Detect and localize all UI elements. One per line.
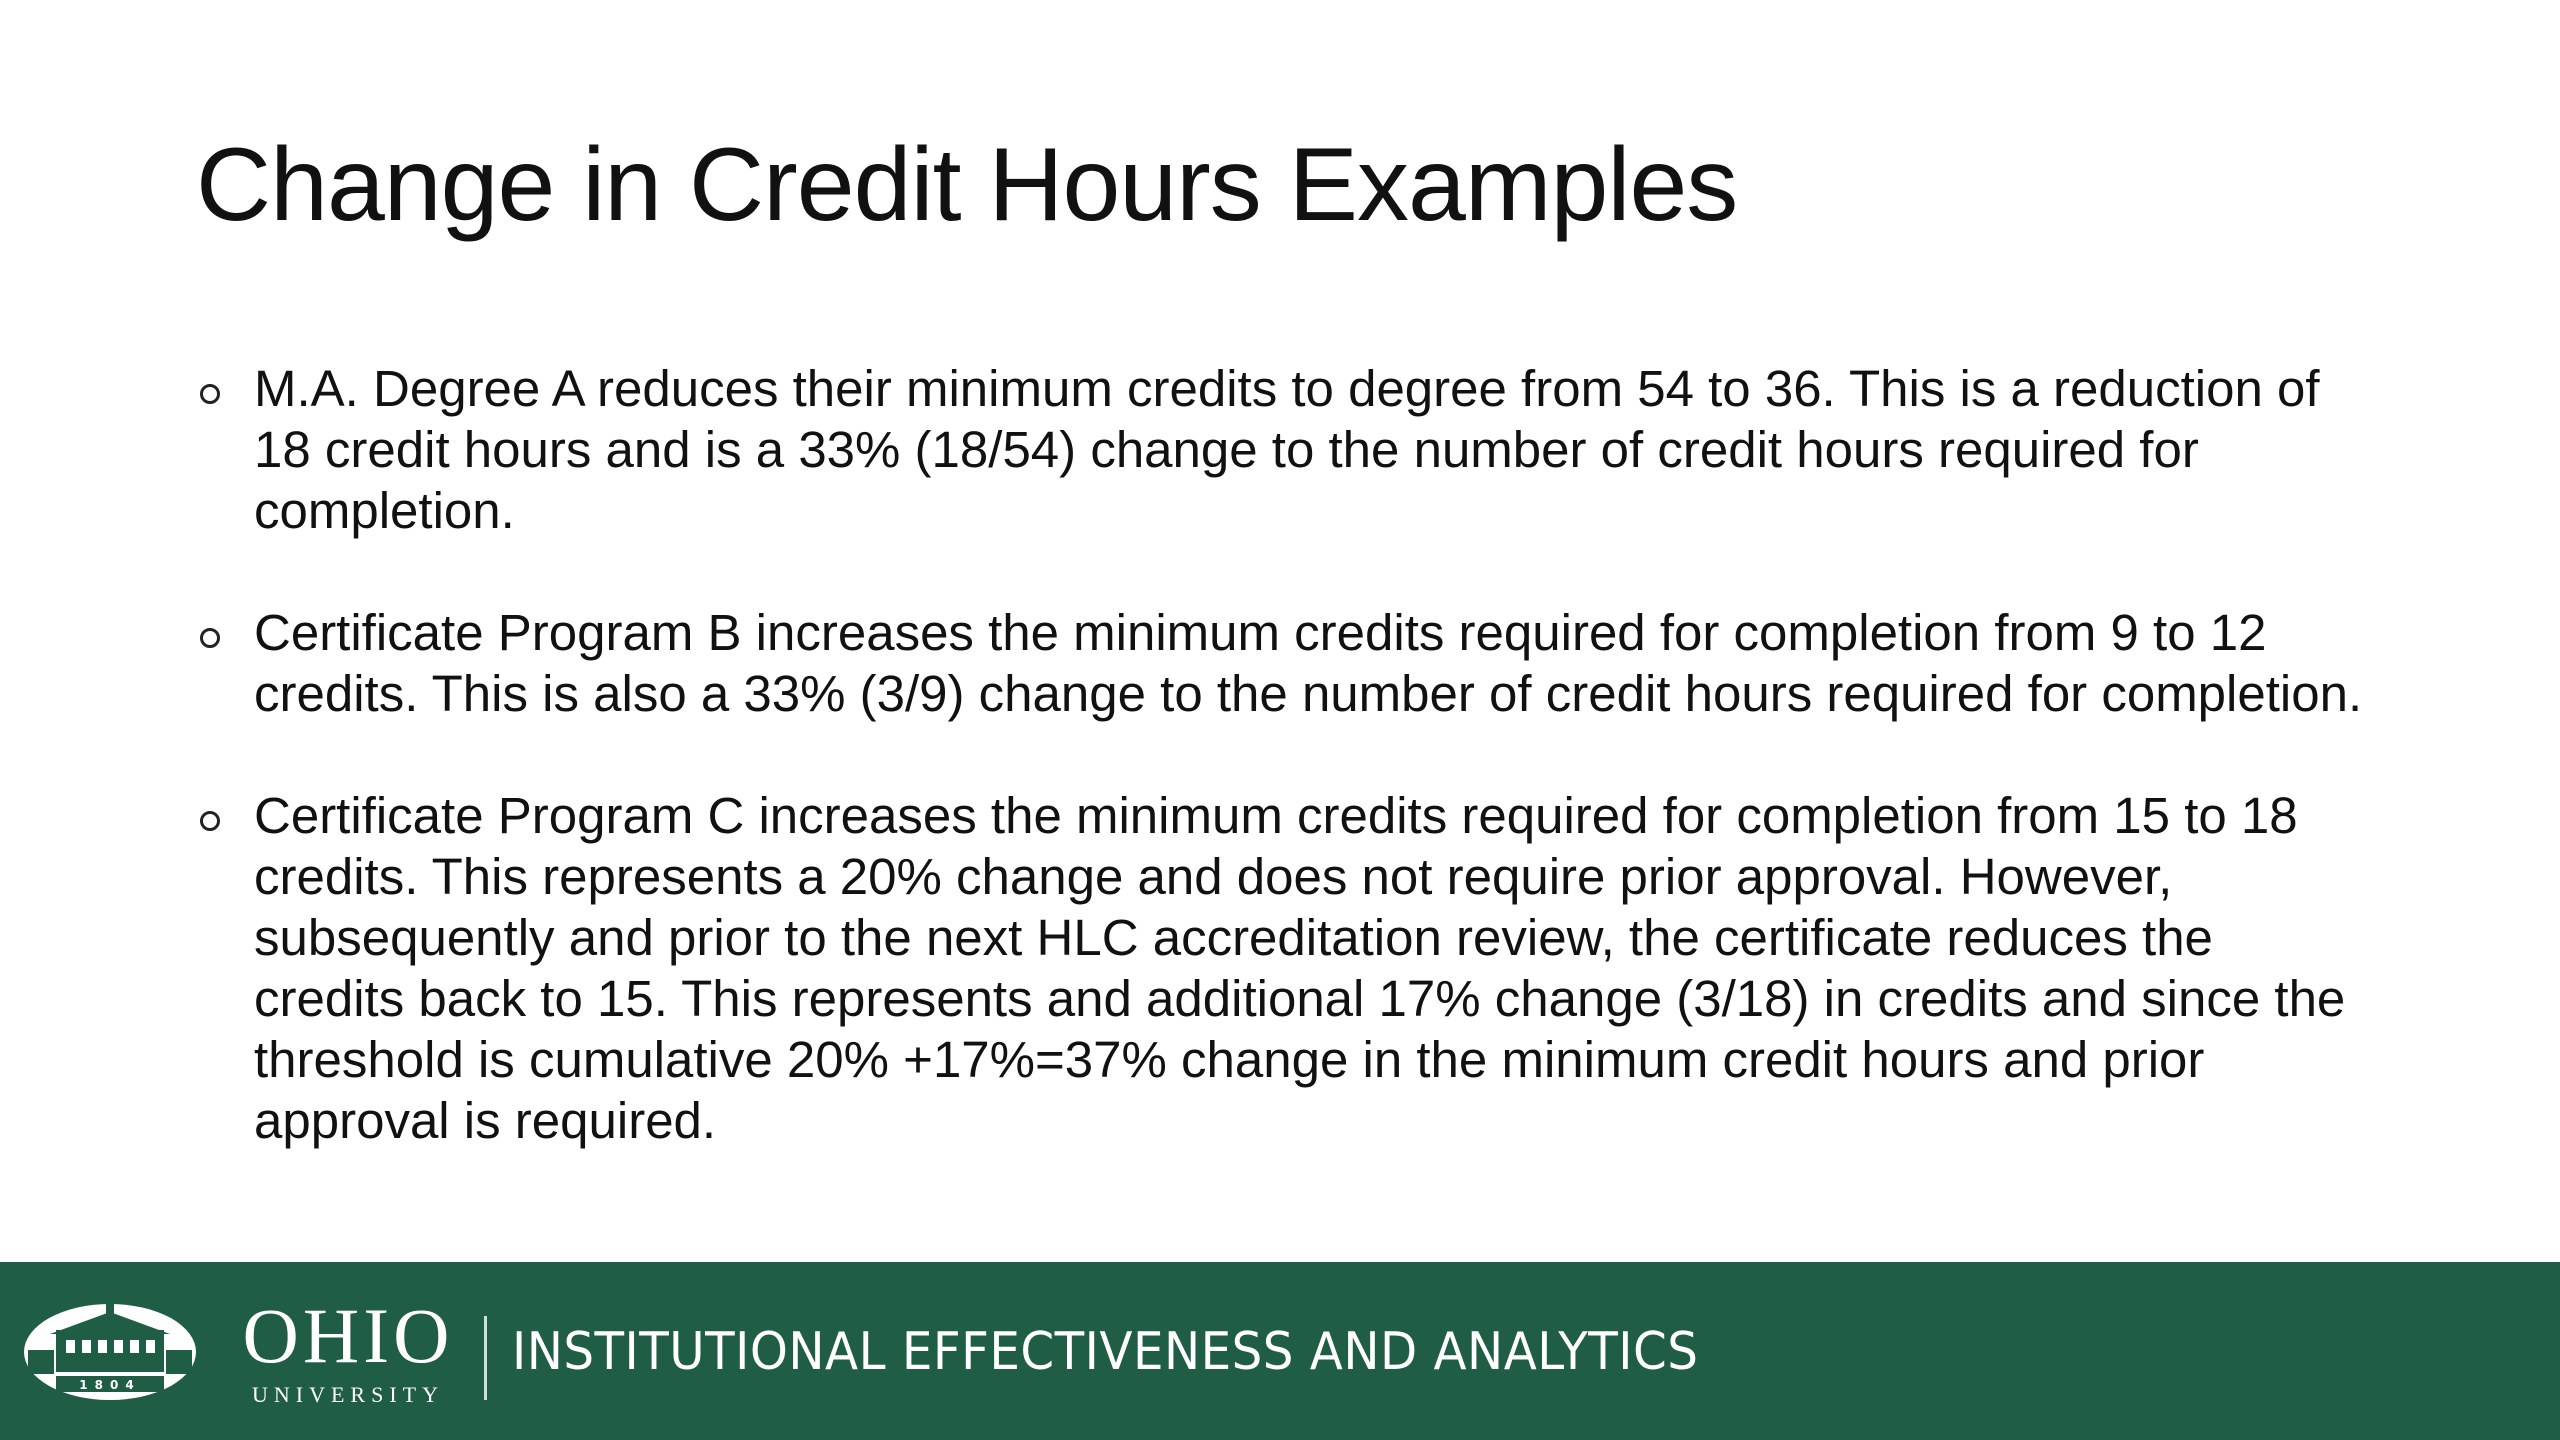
hollow-circle-bullet-icon [200,811,220,831]
footer-bar [0,1262,2560,1440]
footer-unit-name: INSTITUTIONAL EFFECTIVENESS AND ANALYTICS [512,1322,1699,1382]
svg-text:UNIVERSITY: UNIVERSITY [252,1382,444,1407]
ohio-university-seal-icon [20,1300,200,1404]
bullet-item-certificate-c [196,785,2366,1151]
bullet-text: Certificate Program B increases the minimum credits required for completion from 9 to 12 credits. This is also a 33% (3/9) change to the number of credit hours required for completion. [254,604,2363,722]
bullet-text: M.A. Degree A reduces their minimum credits to degree from 54 to 36. This is a reduction of 18 credit hours and is a 33% (18/54) change to the number of credit hours required for completion. [254,360,2320,539]
svg-text:OHIO: OHIO [242,1292,454,1379]
bullet-text: Certificate Program C increases the minimum credits required for completion from 15 to 18 credits. This represents a 20% change and does not require prior approval. However, subsequently and prior to the next HLC accreditation review, the certificate reduces the credits back to 15. This represents and additional 17% change (3/18) in credits and since the threshold is cumulative 20% +17%=37% change in the minimum credit hours and prior approval is required. [254,787,2346,1149]
bullet-item-degree-a [196,358,2366,541]
footer-divider [484,1316,487,1400]
ohio-university-wordmark [228,1290,468,1414]
slide-title: Change in Credit Hours Examples [196,127,1738,243]
bullet-item-certificate-b [196,602,2366,724]
svg-text:1804: 1804 [79,1378,141,1392]
bullet-list [196,358,2366,1212]
hollow-circle-bullet-icon [200,628,220,648]
hollow-circle-bullet-icon [200,384,220,404]
